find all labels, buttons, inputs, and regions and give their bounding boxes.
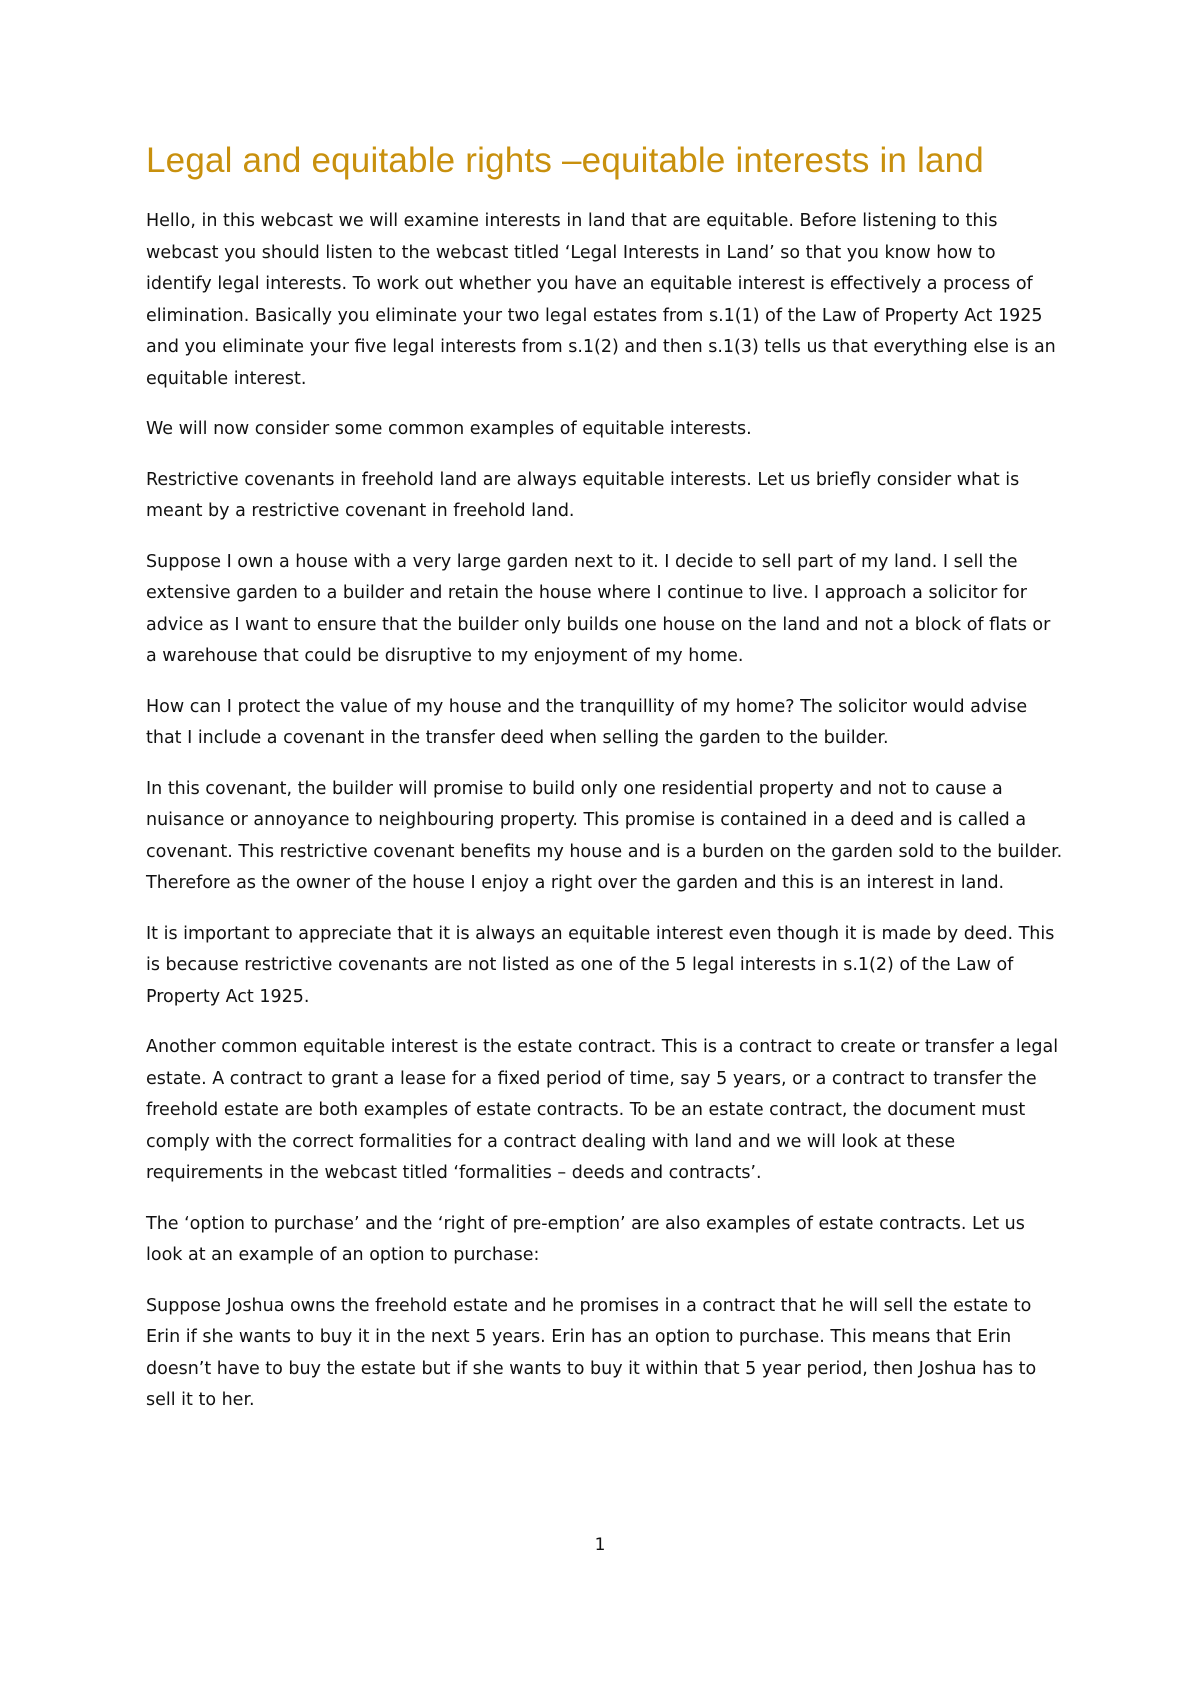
- document-title: Legal and equitable rights –equitable interests in land: [146, 141, 984, 180]
- paragraph-covenant-promise: In this covenant, the builder will promise to build only one residential property and not to cause a nuisance or annoyance to neighbouring property. This promise is contained in a deed and is called a covenant. This restrictive covenant benefits my house and is a burden on the garden sold to the builder. Therefore as the owner of the house I enjoy a right over the garden and this is an interest in land.: [146, 778, 1063, 893]
- paragraph-estate-contract: Another common equitable interest is the estate contract. This is a contract to create or transfer a legal estate. A contract to grant a lease for a fixed period of time, say 5 years, or a contract to transfer the freehold estate are both examples of estate contracts. To be an estate contract, the document must comply with the correct formalities for a contract dealing with land and we will look at these requirements in the webcast titled ‘formalities – deeds and contracts’.: [146, 1037, 1059, 1183]
- paragraph-protect-value: How can I protect the value of my house and the tranquillity of my home? The solicitor would advise that I include a covenant in the transfer deed when selling the garden to the builder.: [146, 696, 1028, 748]
- paragraph-option-to-purchase: The ‘option to purchase’ and the ‘right of pre-emption’ are also examples of estate contracts. Let us look at an example of an option to purchase:: [146, 1213, 1025, 1265]
- page-number: 1: [594, 1535, 606, 1555]
- paragraph-joshua-example: Suppose Joshua owns the freehold estate and he promises in a contract that he will sell the estate to Erin if she wants to buy it in the next 5 years. Erin has an option to purchase. This means that Erin doesn’t have to buy the estate but if she wants to buy it within that 5 year period, then Joshua has to sell it to her.: [146, 1295, 1037, 1410]
- document-body: [146, 140, 1066, 1436]
- paragraph-restrictive-covenants: Restrictive covenants in freehold land are always equitable interests. Let us briefly consider what is meant by a restrictive covenant in freehold land.: [146, 469, 1020, 521]
- paragraph-intro: Hello, in this webcast we will examine interests in land that are equitable. Before listening to this webcast you should listen to the webcast titled ‘Legal Interests in Land’ so that you know how to identify legal interests. To work out whether you have an equitable interest is effectively a process of elimination. Basically you eliminate your two legal estates from s.1(1) of the Law of Property Act 1925 and you eliminate your five legal interests from s.1(2) and then s.1(3) tells us that everything else is an equitable interest.: [146, 211, 1056, 389]
- paragraph-examples-intro: We will now consider some common examples of equitable interests.: [146, 419, 752, 439]
- paragraph-always-equitable: It is important to appreciate that it is always an equitable interest even though it is made by deed. This is because restrictive covenants are not listed as one of the 5 legal interests in s.1(2) of the Law of Property Act 1925.: [146, 923, 1055, 1007]
- paragraph-house-example: Suppose I own a house with a very large garden next to it. I decide to sell part of my land. I sell the extensive garden to a builder and retain the house where I continue to live. I approach a solicitor for advice as I want to ensure that the builder only builds one house on the land and not a block of flats or a warehouse that could be disruptive to my enjoyment of my home.: [146, 551, 1051, 666]
